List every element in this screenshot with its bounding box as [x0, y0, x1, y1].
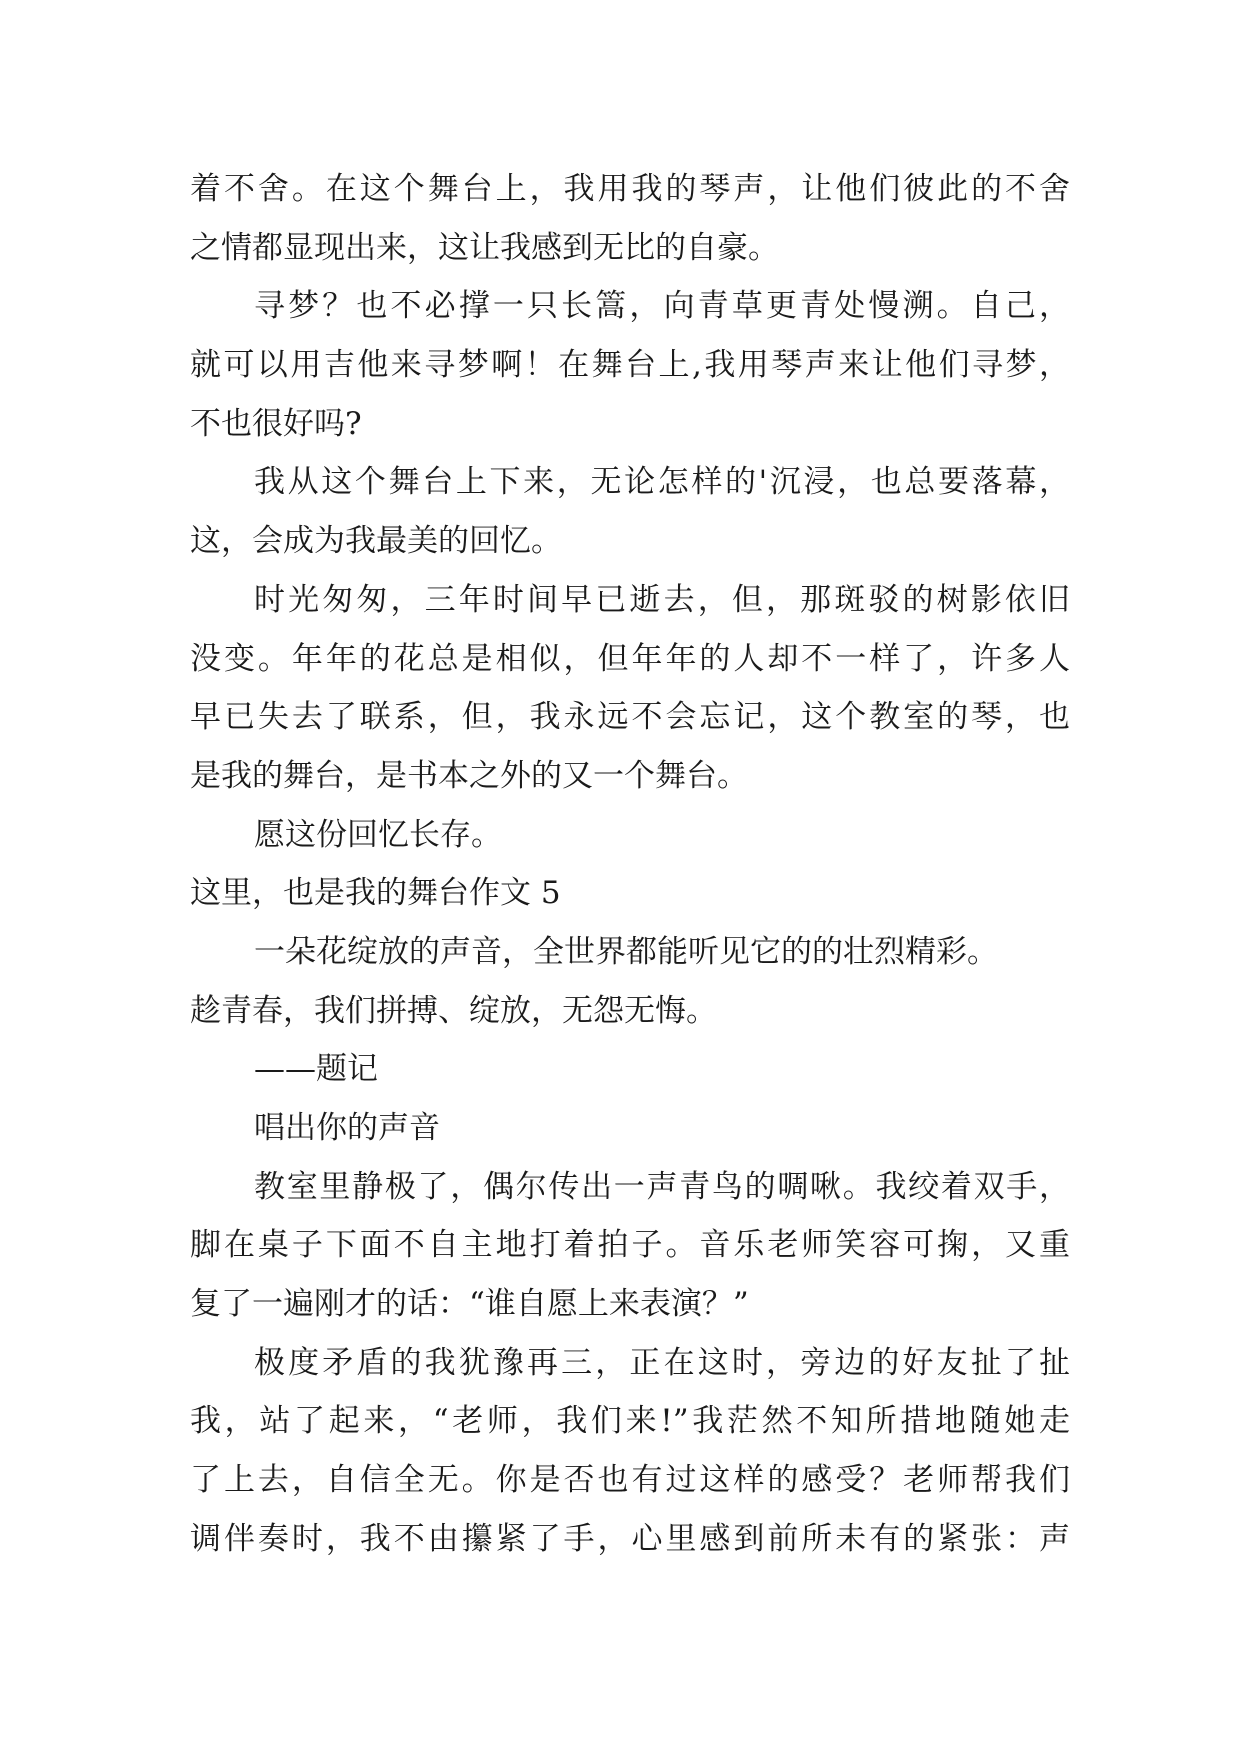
paragraph-start-line: 极度矛盾的我犹豫再三，正在这时，旁边的好友扯了扯 [254, 1344, 1070, 1381]
text-line: 是我的舞台，是书本之外的又一个舞台。 [190, 757, 748, 794]
paragraph-start-line: 教室里静极了，偶尔传出一声青鸟的啁啾。我绞着双手， [254, 1168, 1070, 1205]
paragraph-start-line: 愿这份回忆长存。 [254, 816, 502, 853]
paragraph-start-line: 时光匆匆，三年时间早已逝去，但，那斑驳的树影依旧 [254, 581, 1070, 618]
essay-body [190, 160, 1070, 1569]
text-line: 了上去，自信全无。你是否也有过这样的感受？老师帮我们 [190, 1462, 1070, 1499]
epigraph-attribution: ——题记 [254, 1051, 378, 1088]
text-line: 这，会成为我最美的回忆。 [190, 523, 562, 560]
paragraph-start-line: 寻梦？也不必撑一只长篙，向青草更青处慢溯。自己， [254, 288, 1070, 325]
paragraph-start-line: 我从这个舞台上下来，无论怎样的'沉浸，也总要落幕， [254, 464, 1070, 501]
text-line: 调伴奏时，我不由攥紧了手，心里感到前所未有的紧张：声 [190, 1520, 1070, 1557]
subtitle: 唱出你的声音 [254, 1110, 440, 1146]
text-line: 早已失去了联系，但，我永远不会忘记，这个教室的琴，也 [190, 699, 1070, 736]
text-line: 脚在桌子下面不自主地打着拍子。音乐老师笑容可掬，又重 [190, 1227, 1070, 1264]
section-heading: 这里，也是我的舞台作文 5 [190, 875, 561, 912]
text-line: 趁青春，我们拼搏、绽放，无怨无悔。 [190, 992, 717, 1029]
text-line: 就可以用吉他来寻梦啊！在舞台上,我用琴声来让他们寻梦， [190, 347, 1070, 384]
paragraph-start-line: 一朵花绽放的声音，全世界都能听见它的的壮烈精彩。 [254, 933, 998, 970]
text-line: 我，站了起来，“老师，我们来!”我茫然不知所措地随她走 [190, 1403, 1070, 1440]
text-line: 之情都显现出来，这让我感到无比的自豪。 [190, 229, 779, 266]
text-line: 着不舍。在这个舞台上，我用我的琴声，让他们彼此的不舍 [190, 171, 1070, 207]
text-line: 没变。年年的花总是相似，但年年的人却不一样了，许多人 [190, 640, 1070, 677]
text-line: 复了一遍刚才的话：“谁自愿上来表演？” [190, 1286, 749, 1323]
text-line: 不也很好吗? [190, 405, 362, 442]
